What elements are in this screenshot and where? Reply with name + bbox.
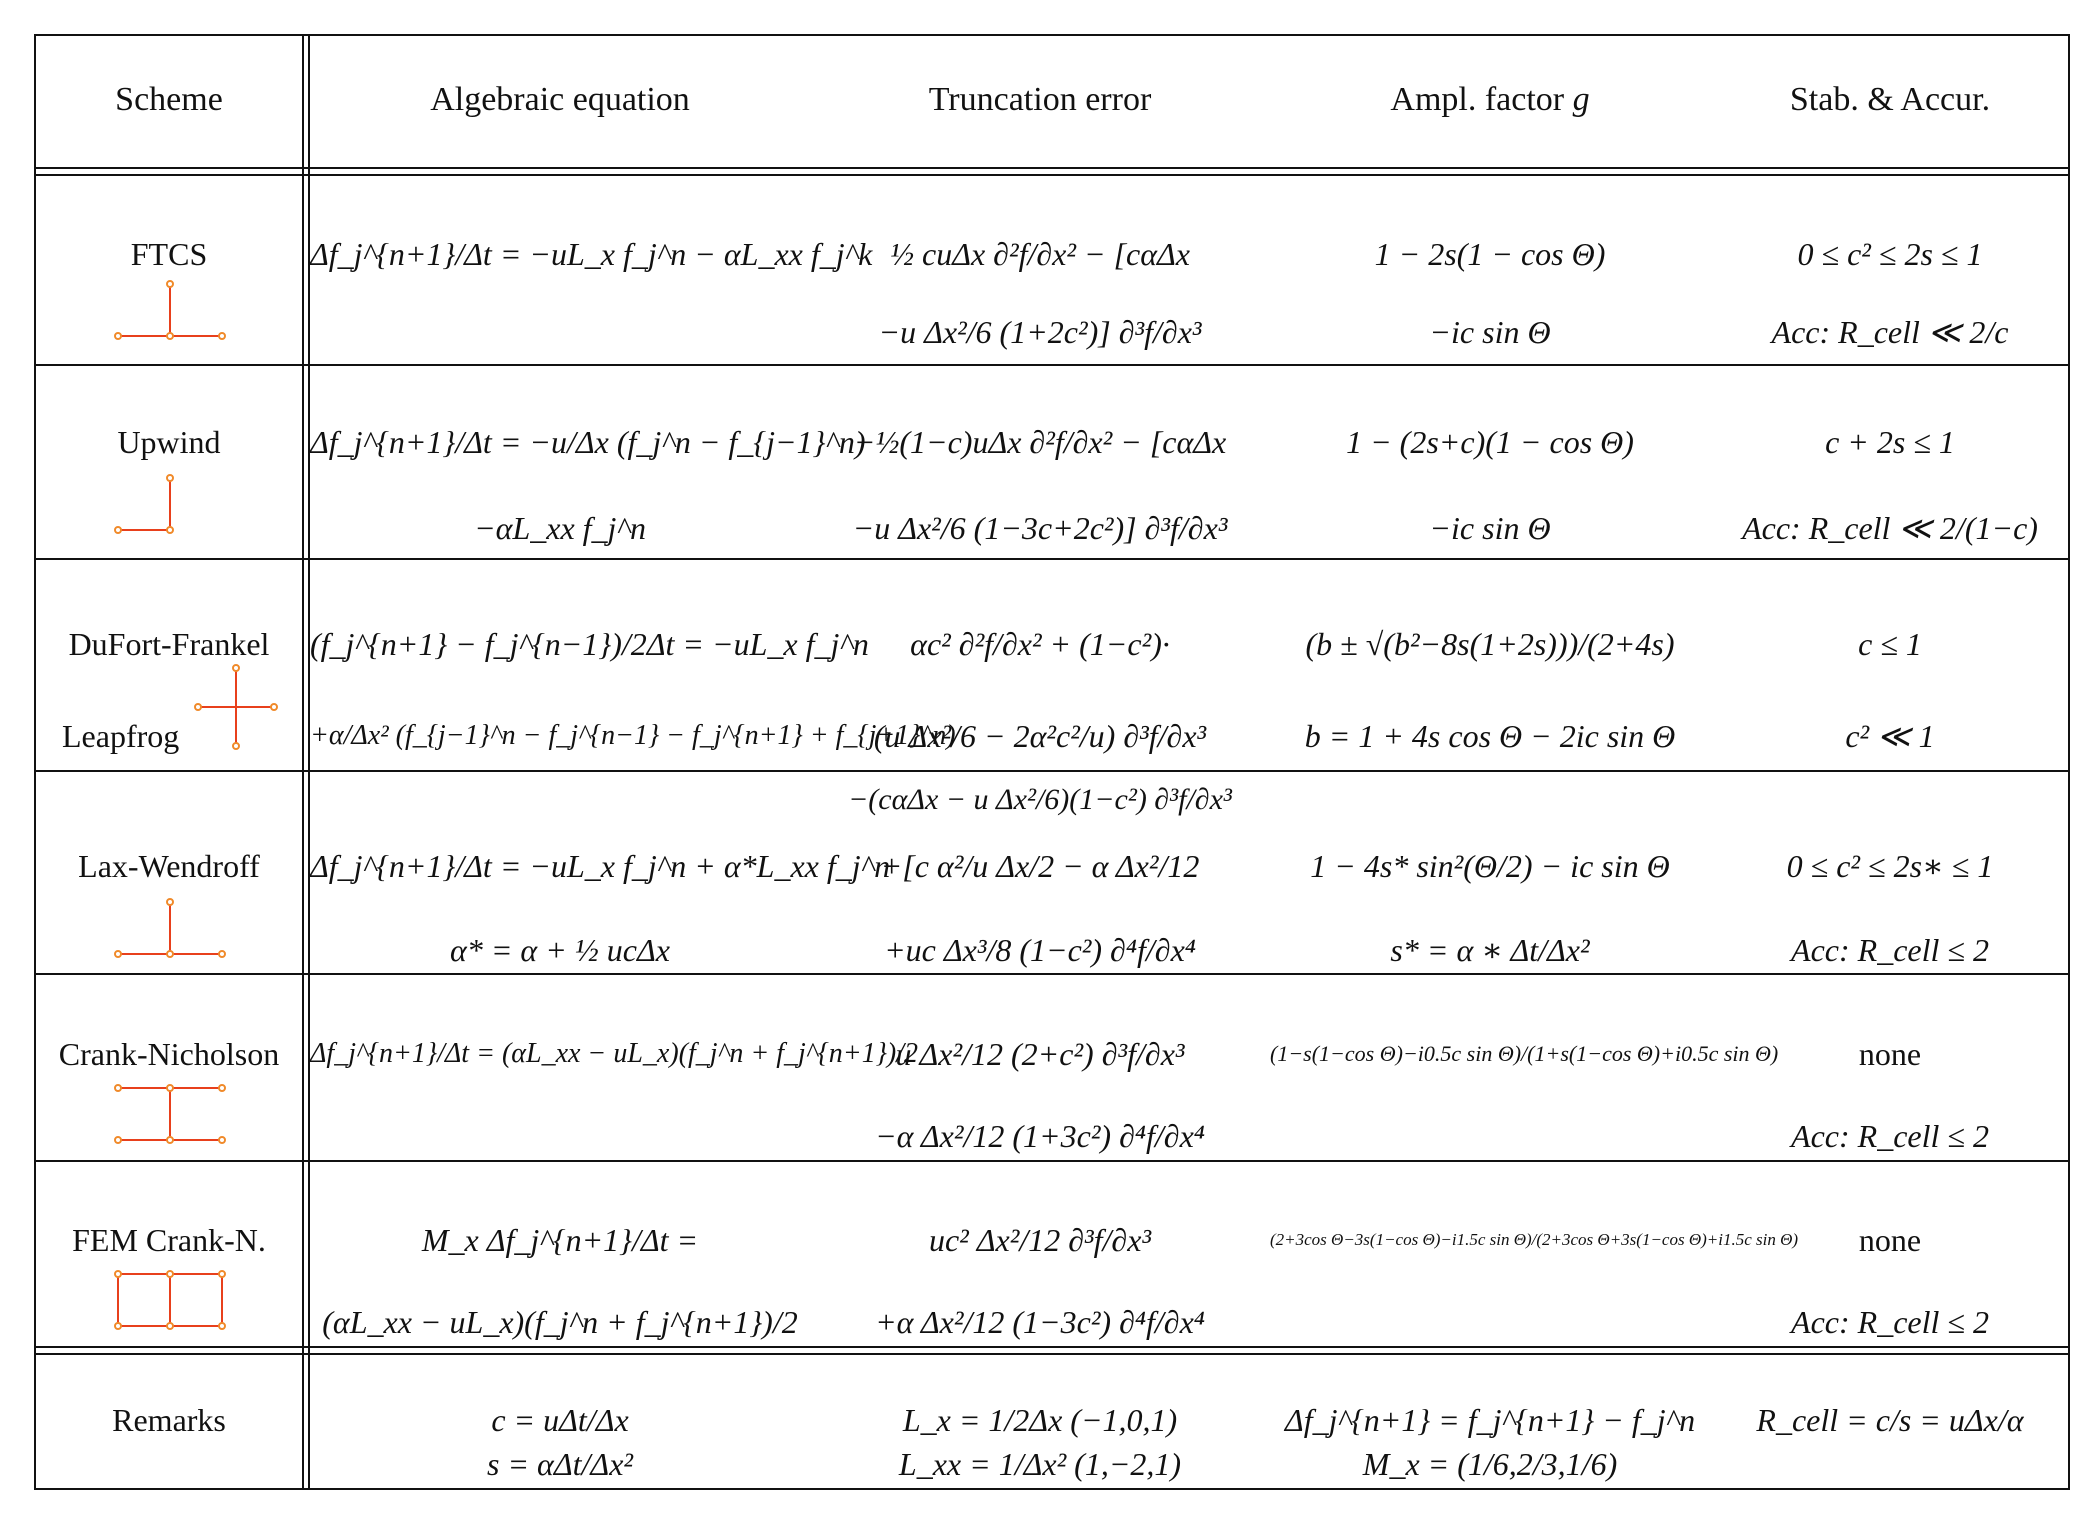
amplification-factor: 1 − 2s(1 − cos Θ) [1374,236,1606,272]
stencil-leapfrog-icon [192,662,280,752]
accuracy-condition: Acc: R_cell ≪ 2/(1−c) [1742,510,2038,546]
scheme-name: Crank-Nicholson [58,1036,280,1072]
table-rule [34,1353,2070,1355]
algebraic-equation: Δf_j^{n+1}/Δt = −uL_x f_j^n + α*L_xx f_j^n [310,848,891,884]
truncation-error: uc² Δx²/12 ∂³f/∂x³ [928,1222,1152,1258]
remark-c-definition: c = uΔt/Δx [491,1402,629,1438]
scheme-name: FTCS [130,236,208,272]
table-rule [302,34,304,1490]
truncation-error: −α Δx²/12 (1+3c²) ∂⁴f/∂x⁴ [875,1118,1205,1154]
table-rule [34,167,2070,169]
algebraic-equation: M_x Δf_j^{n+1}/Δt = [421,1222,699,1258]
table-rule [34,558,2070,560]
truncation-error: αc² ∂²f/∂x² + (1−c²)· [910,626,1170,662]
stencil-upwind-icon [110,472,180,538]
remark-mx-definition: M_x = (1/6,2/3,1/6) [1362,1446,1618,1482]
truncation-error: +α Δx²/12 (1−3c²) ∂⁴f/∂x⁴ [875,1304,1205,1340]
header-ampl-factor: Ampl. factor g [1390,81,1590,118]
stability-condition: 0 ≤ c² ≤ 2s∗ ≤ 1 [1786,848,1994,884]
amplification-factor: −ic sin Θ [1429,510,1551,546]
algebraic-equation: Δf_j^{n+1}/Δt = −uL_x f_j^n − αL_xx f_j^k [310,236,873,272]
table-rule [34,174,2070,176]
truncation-error: −½(1−c)uΔx ∂²f/∂x² − [cαΔx [853,424,1227,460]
scheme-name: FEM Crank-N. [72,1222,266,1258]
remarks-label: Remarks [112,1402,226,1438]
amplification-factor: (2+3cos Θ−3s(1−cos Θ)−i1.5c sin Θ)/(2+3cos Θ+3s(1−cos Θ)+i1.5c sin Θ) [1270,1230,1799,1249]
amplification-factor: (b ± √(b²−8s(1+2s)))/(2+4s) [1305,626,1675,662]
stability-condition: c ≤ 1 [1858,626,1922,662]
accuracy-condition: Acc: R_cell ≤ 2 [1791,1304,1989,1340]
amplification-factor: −ic sin Θ [1429,314,1551,350]
algebraic-equation: Δf_j^{n+1}/Δt = (αL_xx − uL_x)(f_j^n + f_j^{n+1})/2 [310,1038,919,1069]
table-rule [34,1346,2070,1348]
stability-condition: none [1858,1222,1922,1258]
amplification-factor: 1 − 4s* sin²(Θ/2) − ic sin Θ [1310,848,1670,884]
amplification-factor: b = 1 + 4s cos Θ − 2ic sin Θ [1304,718,1676,754]
accuracy-condition: Acc: R_cell ≤ 2 [1791,932,1989,968]
algebraic-equation: (f_j^{n+1} − f_j^{n−1})/2Δt = −uL_x f_j^n [310,626,869,662]
algebraic-equation: α* = α + ½ ucΔx [450,932,670,968]
truncation-error: −(cαΔx − u Δx²/6)(1−c²) ∂³f/∂x³ [848,783,1232,816]
amplification-factor: 1 − (2s+c)(1 − cos Θ) [1346,424,1634,460]
remark-lxx-definition: L_xx = 1/Δx² (1,−2,1) [898,1446,1182,1482]
remark-lx-definition: L_x = 1/2Δx (−1,0,1) [902,1402,1178,1438]
remark-s-definition: s = αΔt/Δx² [487,1446,633,1482]
truncation-error: +[c α²/u Δx/2 − α Δx²/12 [880,848,1200,884]
stencil-lax-wendroff-icon [110,896,230,962]
stability-condition: c + 2s ≤ 1 [1825,424,1955,460]
table-rule [34,34,2070,36]
header-stab-accur: Stab. & Accur. [1789,81,1991,118]
algebraic-equation: +α/Δx² (f_{j−1}^n − f_j^{n−1} − f_j^{n+1} + f_{j+1}^n) [310,720,956,751]
accuracy-condition: c² ≪ 1 [1845,718,1935,754]
algebraic-equation: −αL_xx f_j^n [474,510,646,546]
truncation-error: ½ cuΔx ∂²f/∂x² − [cαΔx [889,236,1190,272]
stability-condition: none [1858,1036,1922,1072]
amplification-factor: (1−s(1−cos Θ)−i0.5c sin Θ)/(1+s(1−cos Θ)+i0.5c sin Θ) [1270,1041,1779,1066]
algebraic-equation: Δf_j^{n+1}/Δt = −u/Δx (f_j^n − f_{j−1}^n) [310,424,866,460]
accuracy-condition: Acc: R_cell ≤ 2 [1791,1118,1989,1154]
stencil-ftcs-icon [110,278,230,344]
header-truncation-error: Truncation error [928,81,1152,118]
stencil-fem-crank-icon [110,1268,230,1334]
truncation-error: (u Δx²/6 − 2α²c²/u) ∂³f/∂x³ [873,718,1207,754]
table-rule [34,1488,2070,1490]
scheme-name: DuFort-Frankel [68,626,270,662]
amplification-factor: s* = α ∗ Δt/Δx² [1390,932,1590,968]
table-rule [34,1160,2070,1162]
truncation-error: +uc Δx³/8 (1−c²) ∂⁴f/∂x⁴ [884,932,1196,968]
stability-condition: 0 ≤ c² ≤ 2s ≤ 1 [1797,236,1983,272]
scheme-name-alt: Leapfrog [62,718,180,754]
remark-df-definition: Δf_j^{n+1} = f_j^{n+1} − f_j^n [1284,1402,1696,1438]
table-rule [34,364,2070,366]
header-scheme: Scheme [115,81,223,118]
truncation-error: −u Δx²/6 (1+2c²)] ∂³f/∂x³ [878,314,1202,350]
scheme-name: Lax-Wendroff [78,848,260,884]
header-algebraic-equation: Algebraic equation [430,81,690,118]
algebraic-equation: (αL_xx − uL_x)(f_j^n + f_j^{n+1})/2 [322,1304,798,1340]
remark-rcell-definition: R_cell = c/s = uΔx/α [1756,1402,2024,1438]
accuracy-condition: Acc: R_cell ≪ 2/c [1771,314,2009,350]
table-rule [34,973,2070,975]
stencil-crank-nicholson-icon [110,1082,230,1148]
truncation-error: −u Δx²/6 (1−3c+2c²)] ∂³f/∂x³ [852,510,1228,546]
truncation-error: u Δx²/12 (2+c²) ∂³f/∂x³ [895,1036,1185,1072]
scheme-name: Upwind [117,424,221,460]
table-rule [34,770,2070,772]
